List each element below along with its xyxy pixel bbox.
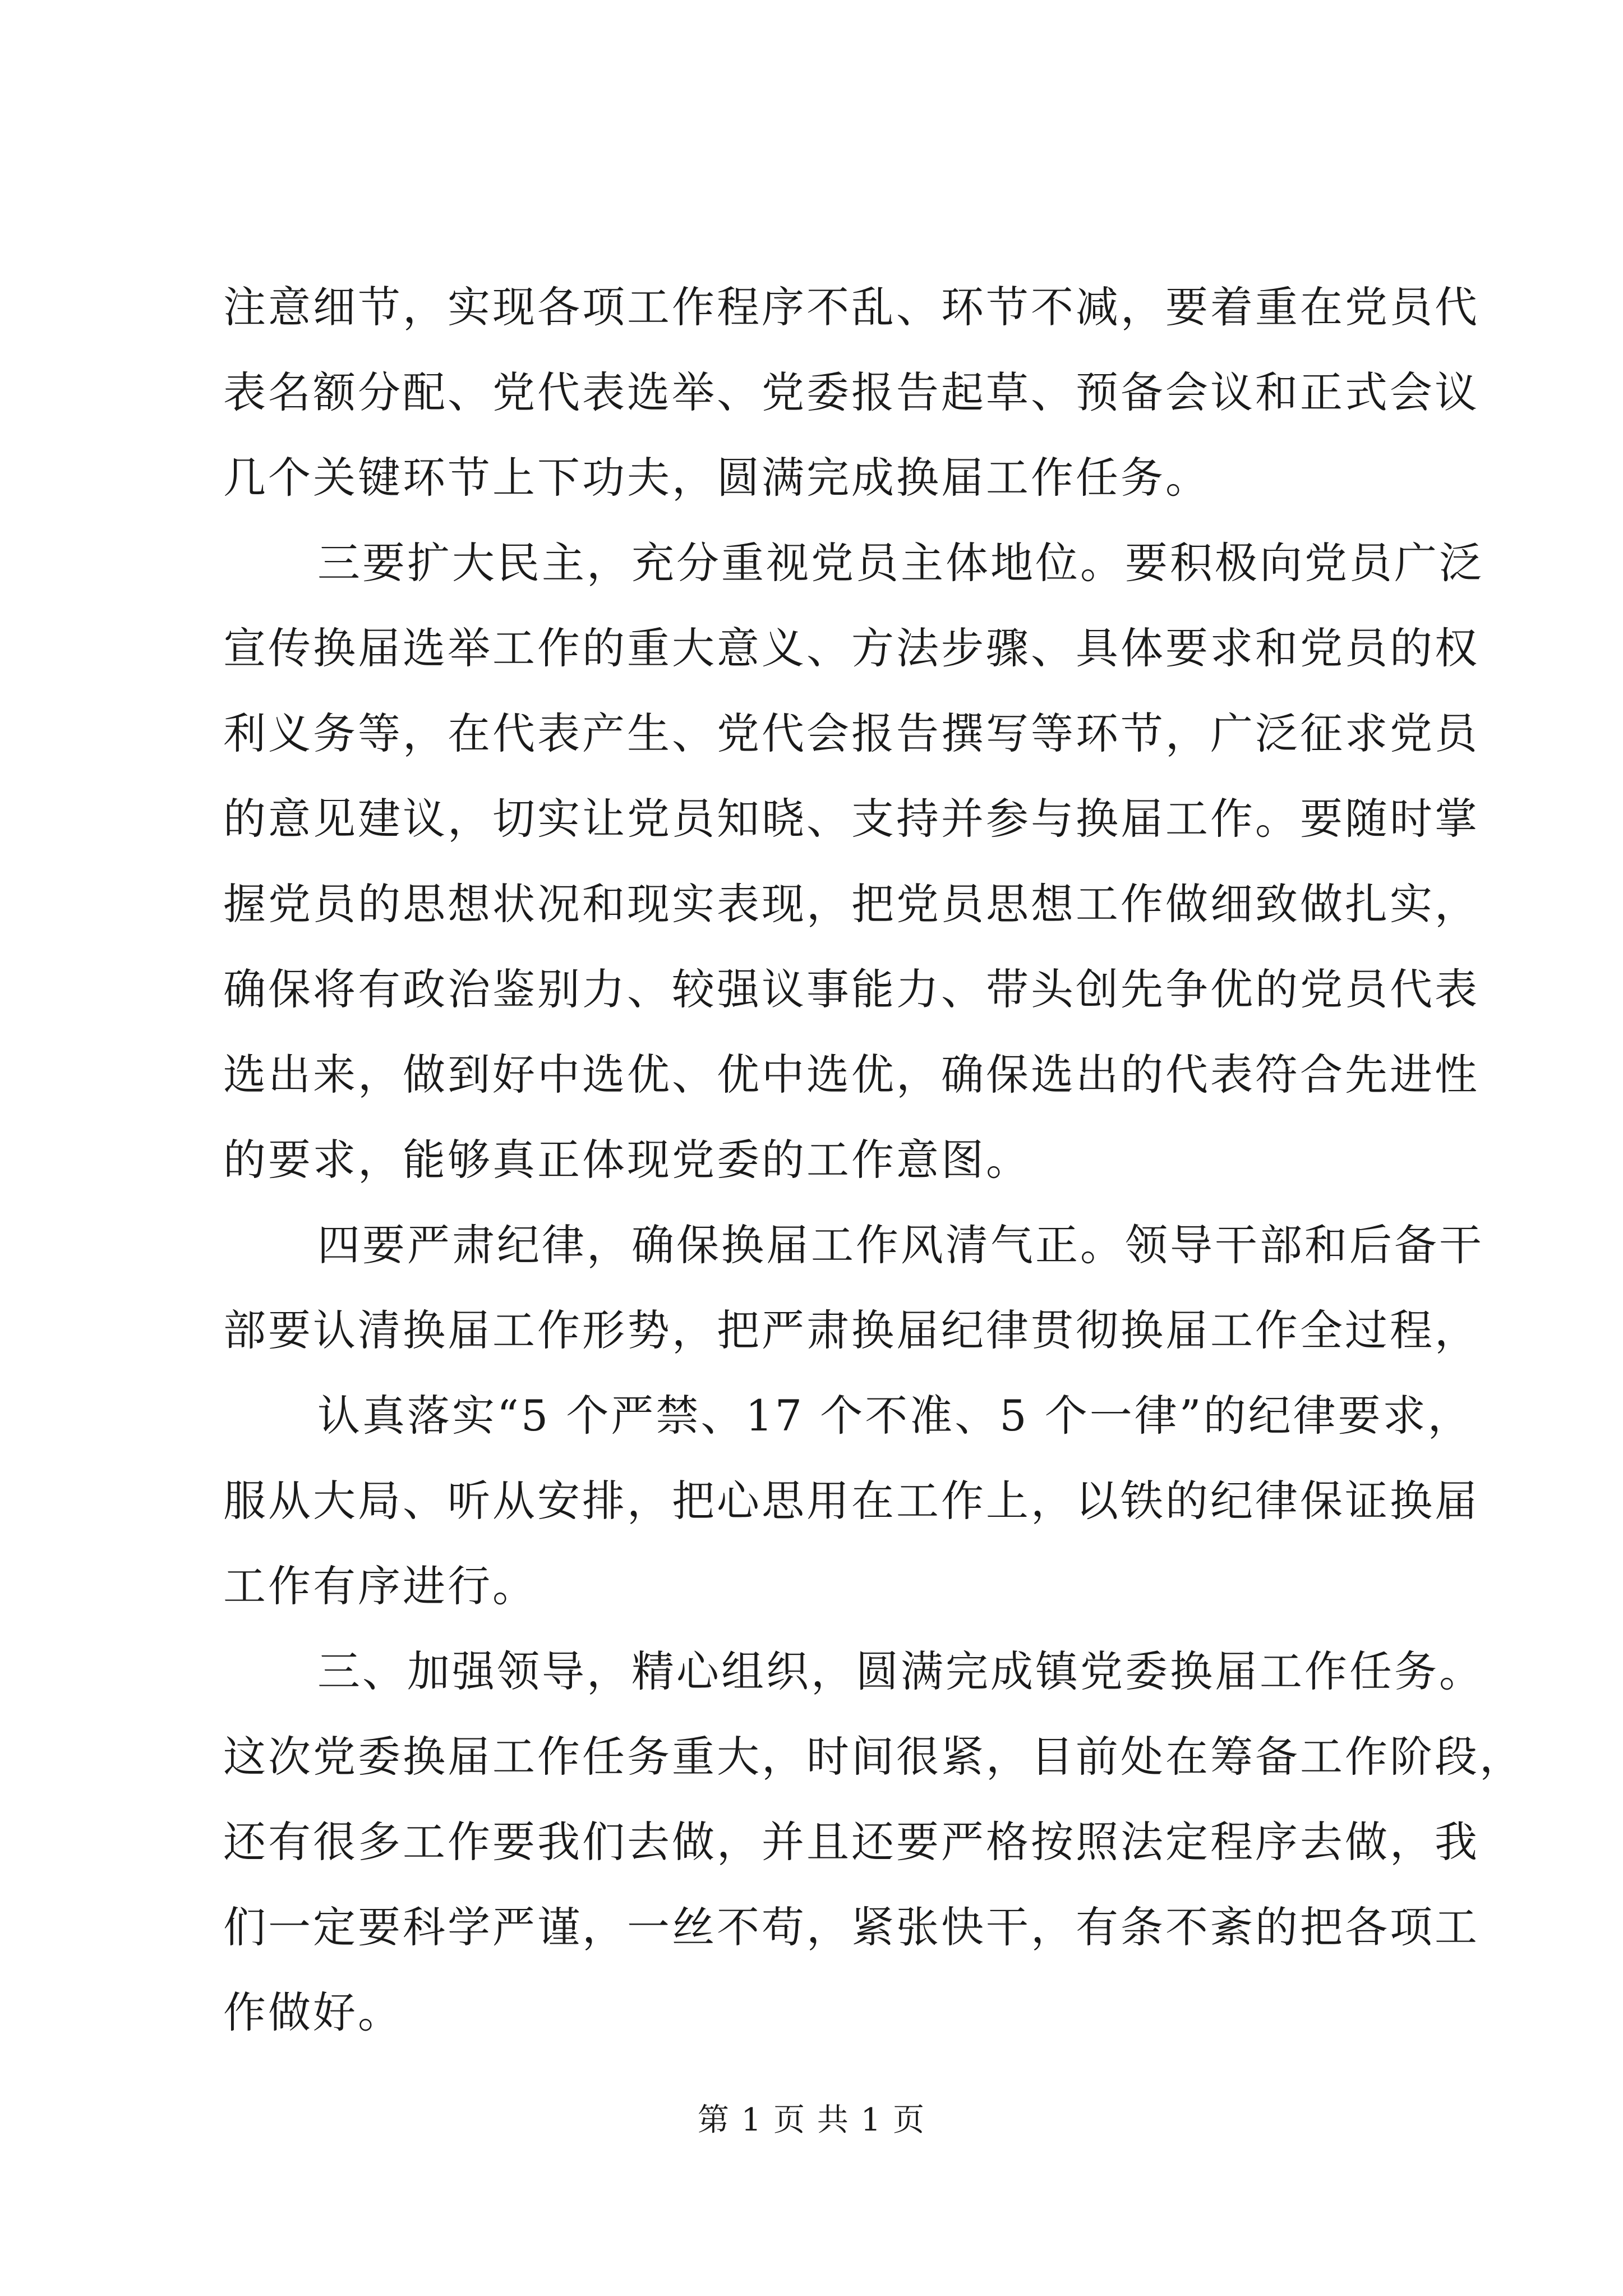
text-line: 工作有序进行。	[223, 1561, 537, 1611]
paragraph-first-line: 四要严肃纪律，确保换届工作风清气正。领导干部和后备干	[317, 1220, 1484, 1270]
text-line: 的意见建议，切实让党员知晓、支持并参与换届工作。要随时掌	[223, 794, 1479, 844]
paragraph-first-line: 三要扩大民主，充分重视党员主体地位。要积极向党员广泛	[317, 538, 1484, 588]
text-line: 宣传换届选举工作的重大意义、方法步骤、具体要求和党员的权	[223, 623, 1479, 673]
text-line: 服从大局、听从安排，把心思用在工作上，以铁的纪律保证换届	[223, 1476, 1479, 1526]
text-line: 部要认清换届工作形势，把严肃换届纪律贯彻换届工作全过程，	[223, 1305, 1479, 1355]
text-line: 这次党委换届工作任务重大，时间很紧，目前处在筹备工作阶段，	[223, 1732, 1524, 1782]
paragraph-first-line: 认真落实“5 个严禁、17 个不准、5 个一律”的纪律要求，	[317, 1391, 1473, 1441]
text-line: 注意细节，实现各项工作程序不乱、环节不减，要着重在党员代	[223, 282, 1479, 332]
page-number-footer: 第 1 页 共 1 页	[697, 2102, 926, 2138]
text-line: 还有很多工作要我们去做，并且还要严格按照法定程序去做，我	[223, 1817, 1479, 1867]
section-heading: 三、加强领导，精心组织，圆满完成镇党委换届工作任务。	[317, 1646, 1484, 1696]
text-line: 几个关键环节上下功夫，圆满完成换届工作任务。	[223, 453, 1210, 503]
text-line: 确保将有政治鉴别力、较强议事能力、带头创先争优的党员代表	[223, 964, 1479, 1014]
text-line: 握党员的思想状况和现实表现，把党员思想工作做细致做扎实，	[223, 879, 1479, 929]
text-line: 选出来，做到好中选优、优中选优，确保选出的代表符合先进性	[223, 1050, 1479, 1099]
text-line: 作做好。	[223, 1987, 403, 2037]
document-body	[223, 265, 1524, 2055]
text-line: 表名额分配、党代表选举、党委报告起草、预备会议和正式会议	[223, 367, 1479, 417]
text-line: 的要求，能够真正体现党委的工作意图。	[223, 1135, 1031, 1185]
text-line: 们一定要科学严谨，一丝不苟，紧张快干，有条不紊的把各项工	[223, 1902, 1479, 1952]
text-line: 利义务等，在代表产生、党代会报告撰写等环节，广泛征求党员	[223, 708, 1479, 758]
